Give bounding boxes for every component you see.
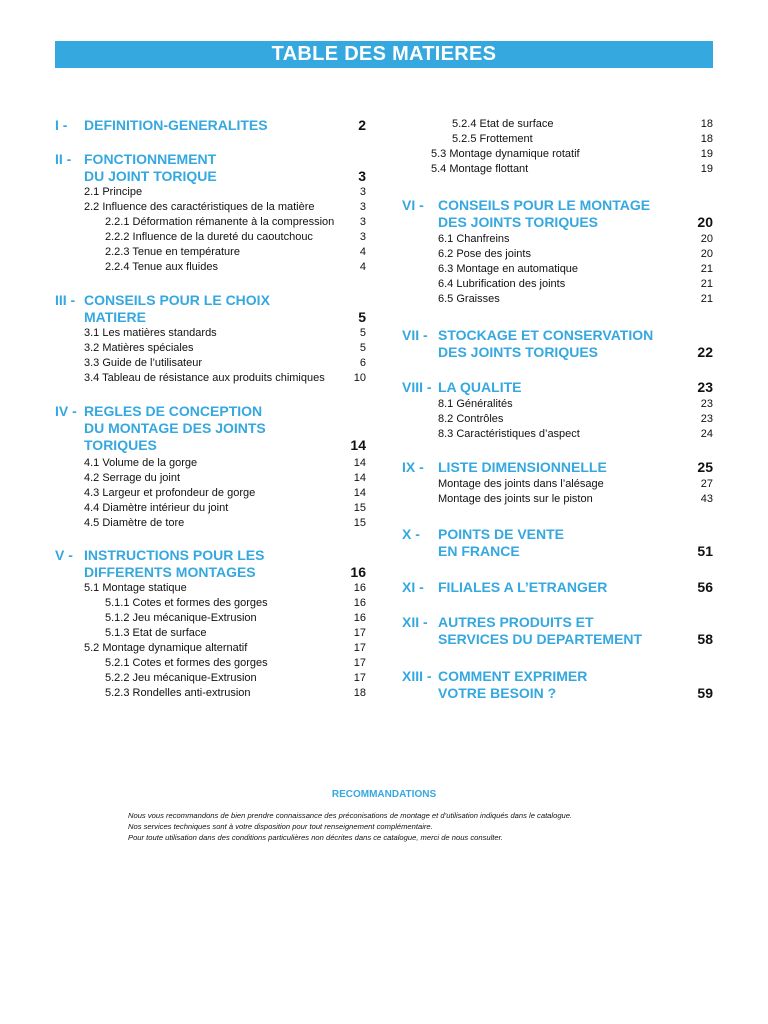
toc-item[interactable] <box>402 427 713 442</box>
page-number: 20 <box>700 233 713 245</box>
section-number: VIII - <box>402 379 432 395</box>
section-title: EN FRANCE <box>438 543 520 559</box>
page-number: 16 <box>353 582 366 594</box>
toc-item[interactable] <box>402 292 713 307</box>
item-title: Montage des joints sur le piston <box>438 493 593 505</box>
item-title: 8.1 Généralités <box>438 398 513 410</box>
item-title: 5.2.2 Jeu mécanique-Extrusion <box>105 672 257 684</box>
section-title: DEFINITION-GENERALITES <box>84 117 268 133</box>
page-number: 18 <box>353 687 366 699</box>
toc-item[interactable] <box>55 611 366 626</box>
page-number: 23 <box>697 379 713 395</box>
section-number: I - <box>55 117 68 133</box>
item-title: 2.2.4 Tenue aux fluides <box>105 261 218 273</box>
item-title: 6.5 Graisses <box>438 293 500 305</box>
page-number: 58 <box>697 631 713 647</box>
page-number: 16 <box>350 564 366 580</box>
page-number: 15 <box>353 517 366 529</box>
page-number: 3 <box>359 201 366 213</box>
section-title: LISTE DIMENSIONNELLE <box>438 459 607 475</box>
item-title: 5.1 Montage statique <box>84 582 187 594</box>
toc-item[interactable] <box>55 371 366 386</box>
section-title: MATIERE <box>84 309 146 325</box>
toc-section[interactable] <box>402 614 713 648</box>
item-title: 3.2 Matières spéciales <box>84 342 194 354</box>
item-title: 2.2.1 Déformation rémanente à la compression <box>105 216 335 228</box>
item-title: 2.1 Principe <box>84 186 143 198</box>
page-number: 24 <box>700 428 713 440</box>
page-number: 20 <box>700 248 713 260</box>
section-title: FILIALES A L’ETRANGER <box>438 579 608 595</box>
recommendations-text <box>128 810 688 843</box>
section-number: VI - <box>402 197 424 213</box>
toc-item[interactable] <box>55 641 366 656</box>
page-number: 14 <box>350 437 366 453</box>
page-number: 14 <box>353 472 366 484</box>
recommendations-title: RECOMMANDATIONS <box>331 789 437 800</box>
item-title: 3.1 Les matières standards <box>84 327 217 339</box>
item-title: 5.2.3 Rondelles anti-extrusion <box>105 687 251 699</box>
toc-item[interactable] <box>55 596 366 611</box>
item-title: 6.2 Pose des joints <box>438 248 531 260</box>
item-title: 5.2 Montage dynamique alternatif <box>84 642 248 654</box>
section-number: VII - <box>402 327 428 343</box>
page-number: 14 <box>353 457 366 469</box>
page-number: 3 <box>359 216 366 228</box>
item-title: 2.2 Influence des caractéristiques de la matière <box>84 201 315 213</box>
page-number: 16 <box>353 612 366 624</box>
toc-item[interactable] <box>402 397 713 412</box>
section-title: POINTS DE VENTE <box>438 526 565 542</box>
page-number: 21 <box>700 293 713 305</box>
page-number: 4 <box>359 261 366 273</box>
item-title: 4.1 Volume de la gorge <box>84 457 198 469</box>
toc-section[interactable] <box>402 459 713 476</box>
toc-item[interactable] <box>55 471 366 486</box>
item-title: 3.3 Guide de l’utilisateur <box>84 357 203 369</box>
section-number: III - <box>55 292 76 308</box>
page-number: 2 <box>358 117 366 133</box>
section-title: REGLES DE CONCEPTION <box>84 403 263 419</box>
item-title: 5.1.2 Jeu mécanique-Extrusion <box>105 612 257 624</box>
item-title: 6.1 Chanfreins <box>438 233 510 245</box>
toc-section[interactable] <box>55 117 366 134</box>
page-number: 19 <box>700 163 713 175</box>
section-number: X - <box>402 526 420 542</box>
page-number: 3 <box>359 186 366 198</box>
item-title: 5.2.1 Cotes et formes des gorges <box>105 657 268 669</box>
item-title: Montage des joints dans l’alésage <box>438 478 604 490</box>
toc-item[interactable] <box>55 656 366 671</box>
page-number: 17 <box>353 642 366 654</box>
page-number: 21 <box>700 278 713 290</box>
page-number: 27 <box>700 478 713 490</box>
page-number: 10 <box>353 372 366 384</box>
toc-item[interactable] <box>55 185 366 200</box>
page-number: 15 <box>353 502 366 514</box>
item-title: 4.3 Largeur et profondeur de gorge <box>84 487 256 499</box>
toc-section[interactable] <box>55 292 366 326</box>
section-number: XI - <box>402 579 424 595</box>
page-number: 5 <box>359 327 366 339</box>
section-number: XII - <box>402 614 428 630</box>
section-title: COMMENT EXPRIMER <box>438 668 588 684</box>
toc-item[interactable] <box>402 277 713 292</box>
toc-item[interactable] <box>402 162 713 177</box>
toc-item[interactable] <box>402 147 713 162</box>
item-title: 2.2.2 Influence de la dureté du caoutchouc <box>105 231 313 243</box>
toc-section[interactable] <box>55 403 366 454</box>
toc-item[interactable] <box>55 626 366 641</box>
toc-item[interactable] <box>55 341 366 356</box>
toc-item[interactable] <box>55 356 366 371</box>
toc-item[interactable] <box>402 477 713 492</box>
page-number: 18 <box>700 133 713 145</box>
toc-section[interactable] <box>55 151 366 185</box>
recommendation-line: Nos services techniques sont à votre disposition pour tout renseignement complémentaire. <box>128 822 433 831</box>
toc-section[interactable] <box>402 327 713 361</box>
toc-item[interactable] <box>402 117 713 132</box>
section-title: CONSEILS POUR LE CHOIX <box>84 292 270 308</box>
section-title: STOCKAGE ET CONSERVATION <box>438 327 654 343</box>
page-number: 21 <box>700 263 713 275</box>
section-title: DU JOINT TORIQUE <box>84 168 217 184</box>
page-number: 23 <box>700 398 713 410</box>
toc-item[interactable] <box>55 456 366 471</box>
page-number: 6 <box>359 357 366 369</box>
page-number: 3 <box>359 231 366 243</box>
toc-item[interactable] <box>402 232 713 247</box>
section-number: IX - <box>402 459 424 475</box>
toc-item[interactable] <box>55 230 366 245</box>
page-number: 17 <box>353 627 366 639</box>
section-number: II - <box>55 151 72 167</box>
page-number: 23 <box>700 413 713 425</box>
section-title: INSTRUCTIONS POUR LES <box>84 547 265 563</box>
section-title: VOTRE BESOIN ? <box>438 685 557 701</box>
item-title: 4.4 Diamètre intérieur du joint <box>84 502 229 514</box>
page-number: 5 <box>358 309 366 325</box>
page-number: 5 <box>359 342 366 354</box>
section-title: DU MONTAGE DES JOINTS <box>84 420 266 436</box>
item-title: 4.2 Serrage du joint <box>84 472 181 484</box>
item-title: 5.1.1 Cotes et formes des gorges <box>105 597 268 609</box>
toc-item[interactable] <box>402 132 713 147</box>
item-title: 8.2 Contrôles <box>438 413 504 425</box>
page-number: 16 <box>353 597 366 609</box>
section-title: DIFFERENTS MONTAGES <box>84 564 256 580</box>
page-number: 20 <box>697 214 713 230</box>
page-number: 17 <box>353 672 366 684</box>
section-title: DES JOINTS TORIQUES <box>438 344 598 360</box>
toc-section[interactable] <box>402 579 713 596</box>
section-title: TORIQUES <box>84 437 157 453</box>
toc-item[interactable] <box>55 516 366 531</box>
toc-item[interactable] <box>55 686 366 701</box>
item-title: 5.4 Montage flottant <box>431 163 529 175</box>
toc-section[interactable] <box>402 197 713 231</box>
toc-item[interactable] <box>402 412 713 427</box>
toc-item[interactable] <box>55 245 366 260</box>
toc-section[interactable] <box>402 379 713 396</box>
item-title: 4.5 Diamètre de tore <box>84 517 185 529</box>
toc-item[interactable] <box>55 260 366 275</box>
item-title: 5.3 Montage dynamique rotatif <box>431 148 580 160</box>
section-title: FONCTIONNEMENT <box>84 151 217 167</box>
page-number: 43 <box>700 493 713 505</box>
toc-item[interactable] <box>55 215 366 230</box>
page-number: 59 <box>697 685 713 701</box>
toc-item[interactable] <box>55 671 366 686</box>
section-title: AUTRES PRODUITS ET <box>438 614 594 630</box>
section-title: DES JOINTS TORIQUES <box>438 214 598 230</box>
toc-item[interactable] <box>402 492 713 507</box>
page-number: 19 <box>700 148 713 160</box>
toc-item[interactable] <box>55 501 366 516</box>
section-number: V - <box>55 547 73 563</box>
section-number: IV - <box>55 403 77 419</box>
toc-item[interactable] <box>55 326 366 341</box>
page-number: 14 <box>353 487 366 499</box>
recommendation-line: Nous vous recommandons de bien prendre connaissance des préconisations de montage et d’utilisation indiqués dans le catalogue. <box>128 811 573 820</box>
page-number: 56 <box>697 579 713 595</box>
item-title: 8.3 Caractéristiques d’aspect <box>438 428 580 440</box>
item-title: 2.2.3 Tenue en température <box>105 246 240 258</box>
item-title: 5.2.4 Etat de surface <box>452 118 554 130</box>
toc-item[interactable] <box>55 200 366 215</box>
item-title: 6.3 Montage en automatique <box>438 263 579 275</box>
page-number: 17 <box>353 657 366 669</box>
page-number: 51 <box>697 543 713 559</box>
section-title: SERVICES DU DEPARTEMENT <box>438 631 643 647</box>
toc-item[interactable] <box>55 486 366 501</box>
item-title: 6.4 Lubrification des joints <box>438 278 566 290</box>
page-number: 25 <box>697 459 713 475</box>
item-title: 5.2.5 Frottement <box>452 133 533 145</box>
page-number: 18 <box>700 118 713 130</box>
toc-item[interactable] <box>402 247 713 262</box>
page-number: 22 <box>697 344 713 360</box>
toc-section[interactable] <box>402 668 713 702</box>
toc-section[interactable] <box>55 547 366 581</box>
toc-item[interactable] <box>55 581 366 596</box>
page-number: 3 <box>358 168 366 184</box>
section-title: LA QUALITE <box>438 379 522 395</box>
toc-item[interactable] <box>402 262 713 277</box>
item-title: 3.4 Tableau de résistance aux produits chimiques <box>84 372 325 384</box>
page-title: TABLE DES MATIERES <box>55 41 713 68</box>
toc-section[interactable] <box>402 526 713 560</box>
page-number: 4 <box>359 246 366 258</box>
recommendation-line: Pour toute utilisation dans des conditions particulières non décrites dans ce catalogue, merci de nous consulter. <box>128 833 503 842</box>
section-number: XIII - <box>402 668 432 684</box>
section-title: CONSEILS POUR LE MONTAGE <box>438 197 651 213</box>
item-title: 5.1.3 Etat de surface <box>105 627 207 639</box>
